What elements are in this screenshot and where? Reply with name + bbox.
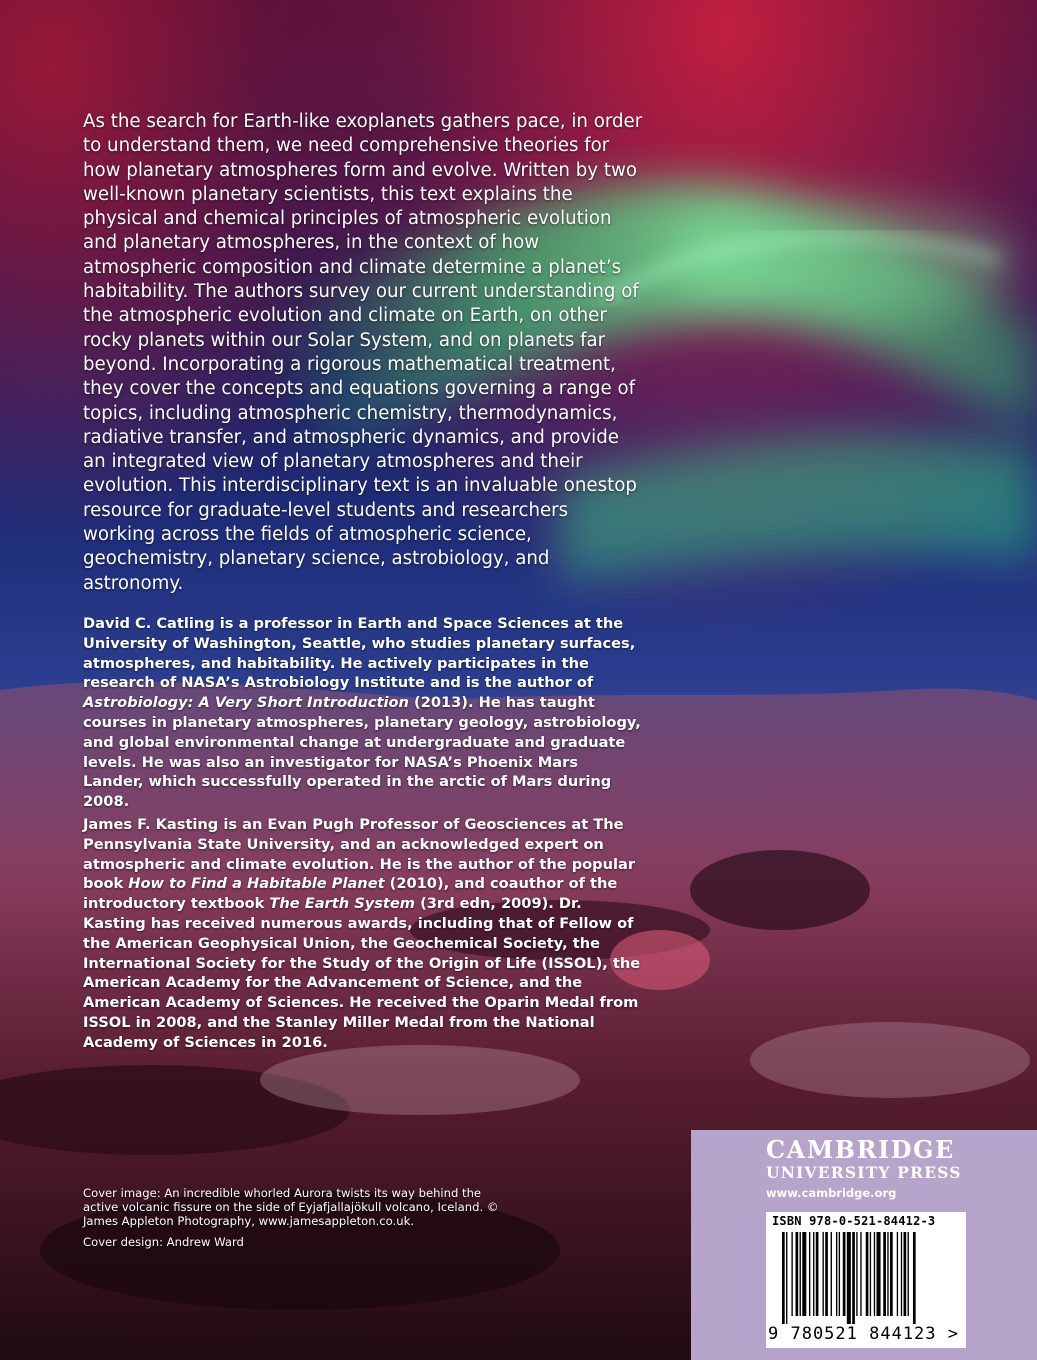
bio-catling-text-2: (2013). He has taught courses in planetary atmospheres, planetary geology, astrobiology, and global environmental change at undergraduate and graduate levels. He was also an investigator for NASA’s Phoenix Mars Lander, which successfully operated in the arctic of Mars during 2008.: [83, 694, 641, 811]
isbn-barcode: [766, 1212, 966, 1348]
back-cover-blurb: As the search for Earth-like exoplanets gathers pace, in order to understand them, we need comprehensive theories for how planetary atmospheres form and evolve. Written by two well-known planetary scientists, this text explains the physical and chemical principles of atmospheric evolution and planetary atmospheres, in the context of how atmospheric composition and climate determine a planet’s habitability. The authors survey our current understanding of the atmospheric evolution and climate on Earth, on other rocky planets within our Solar System, and on planets far beyond. Incorporating a rigorous mathematical treatment, they cover the concepts and equations governing a range of topics, including atmospheric chemistry, thermodynamics, radiative transfer, and atmospheric dynamics, and provide an integrated view of planetary atmospheres and their evolution. This interdisciplinary text is an invaluable onestop resource for graduate-level students and researchers working across the fields of atmospheric science, geochemistry, planetary science, astrobiology, and astronomy.: [83, 111, 643, 594]
bio-kasting-book-title-1: How to Find a Habitable Planet: [128, 875, 385, 893]
barcode-bars: [782, 1232, 962, 1324]
cover-design-credit: Cover design: Andrew Ward: [83, 1234, 244, 1249]
bio-kasting-text-3: (3rd edn, 2009). Dr. Kasting has received numerous awards, including that of Fellow of the American Geophysical Union, the Geochemical Society, the International Society for the Study of the Origin of Life (ISSOL), the American Academy for the Advancement of Science, and the American Academy of Sciences. He received the Oparin Medal from ISSOL in 2008, and the Stanley Miller Medal from the National Academy of Sciences in 2016.: [83, 895, 641, 1051]
bio-catling-book-title: Astrobiology: A Very Short Introduction: [83, 694, 409, 712]
bio-catling-text-1: David C. Catling is a professor in Earth and Space Sciences at the University of Washington, Seattle, who studies planetary surfaces, atmospheres, and habitability. He actively participates in the research of NASA’s Astrobiology Institute and is the author of: [83, 615, 636, 692]
publisher-logo: [766, 1136, 962, 1201]
publisher-subtitle: UNIVERSITY PRESS: [766, 1163, 962, 1182]
publisher-name: CAMBRIDGE: [766, 1135, 955, 1164]
barcode-digits: 9 780521 844123 >: [768, 1324, 959, 1344]
publisher-url: www.cambridge.org: [766, 1186, 897, 1200]
bio-kasting-text-1: James F. Kasting is an Evan Pugh Professor of Geosciences at The Pennsylvania State University, and an acknowledged expert on atmospheric and climate evolution. He is the author of the popular book: [83, 816, 636, 893]
isbn-label: ISBN 978-0-521-84412-3: [772, 1214, 936, 1228]
cover-image-credit: Cover image: An incredible whorled Aurora twists its way behind the active volcanic fissure on the side of Eyjafjallajökull volcano, Iceland. © James Appleton Photography, www.jamesappleton.co.uk.: [83, 1186, 499, 1229]
cover-credits: [83, 1186, 513, 1249]
author-bio-catling: [83, 614, 643, 812]
bio-kasting-book-title-2: The Earth System: [269, 895, 415, 913]
bio-kasting-text-2: (2010), and coauthor of the introductory textbook: [83, 875, 618, 913]
author-bio-kasting: [83, 815, 643, 1053]
